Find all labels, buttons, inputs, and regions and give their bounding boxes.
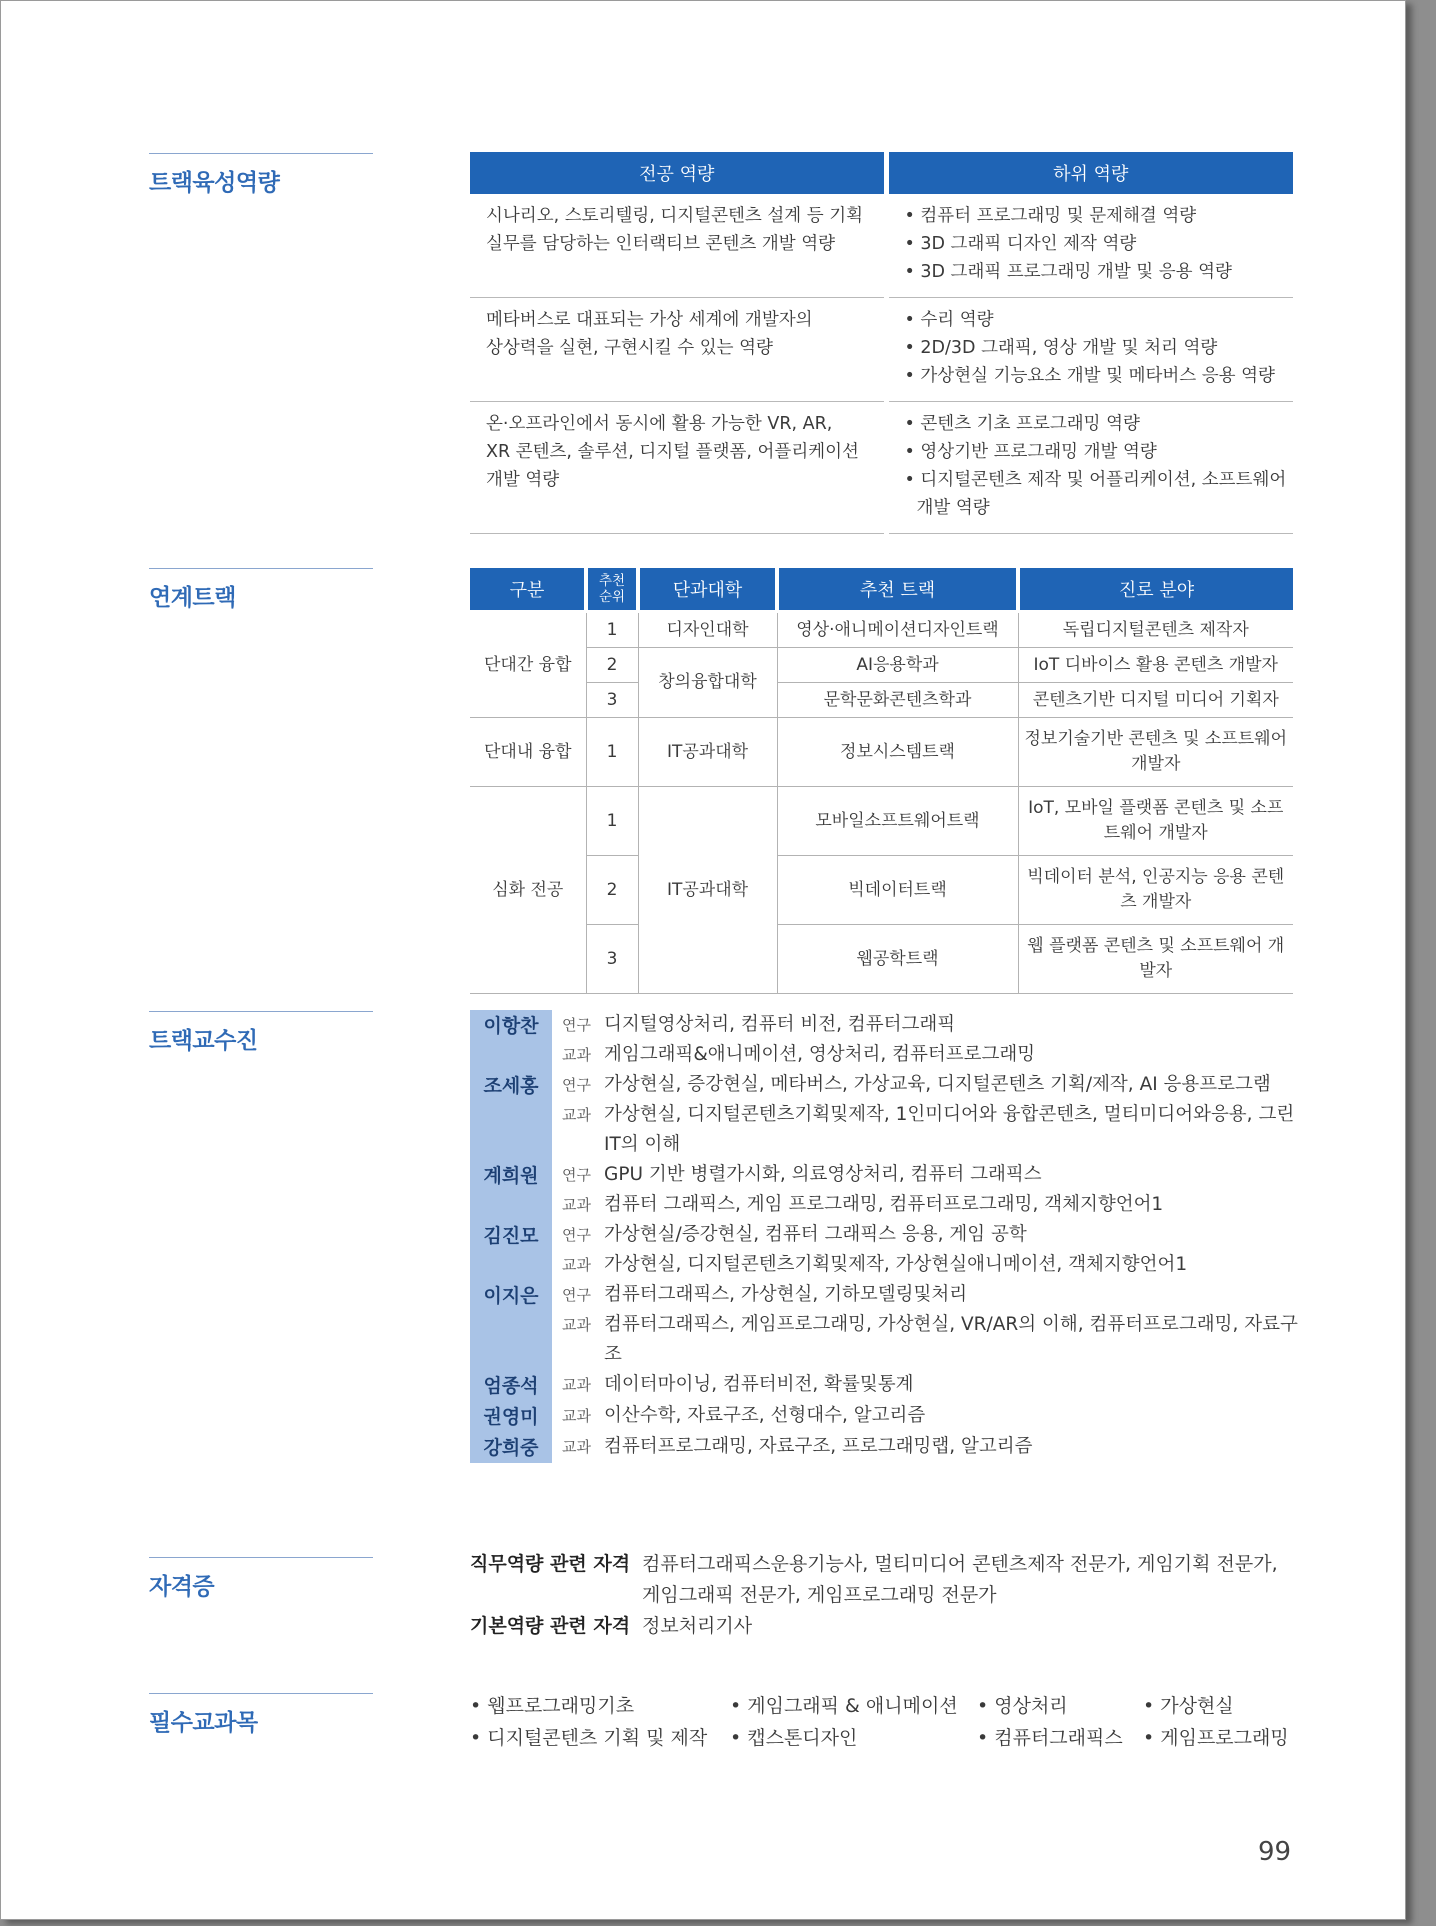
header-category: 구분 — [470, 568, 586, 612]
teach-text: 데이터마이닝, 컴퓨터비전, 확률및통계 — [604, 1374, 914, 1395]
list-item — [470, 1010, 1300, 1070]
faculty-name: 권영미 — [470, 1401, 552, 1432]
rank-cell: 2 — [586, 648, 638, 683]
list-item: • 영상처리 — [977, 1695, 1068, 1717]
rank-cell: 1 — [586, 612, 638, 648]
header-track: 추천 트랙 — [777, 568, 1018, 612]
list-item: • 가상현실 — [1143, 1695, 1234, 1717]
research-text: 디지털영상처리, 컴퓨터 비전, 컴퓨터그래픽 — [604, 1014, 956, 1035]
research-tag: 연구 — [562, 1226, 591, 1244]
teach-text: 게임그래픽&애니메이션, 영상처리, 컴퓨터프로그래밍 — [604, 1044, 1036, 1065]
list-item — [470, 1160, 1300, 1220]
track-cell: 웹공학트랙 — [777, 925, 1018, 994]
faculty-name: 이항찬 — [470, 1010, 552, 1070]
sub-cell: • 수리 역량 • 2D/3D 그래픽, 영상 개발 및 처리 역량 • 가상현실 기능요소 개발 및 메타버스 응용 역량 — [886, 298, 1293, 402]
career-cell: 정보기술기반 콘텐츠 및 소프트웨어 개발자 — [1018, 718, 1293, 787]
rank-cell: 2 — [586, 856, 638, 925]
research-tag: 연구 — [562, 1076, 591, 1094]
category-cell: 단대간 융합 — [470, 612, 586, 718]
list-item: • 게임프로그래밍 — [1143, 1727, 1289, 1749]
linked-track-table — [470, 568, 1293, 994]
section-title-linked-tracks: 연계트랙 — [149, 568, 373, 612]
teach-tag: 교과 — [562, 1376, 591, 1394]
research-text: 컴퓨터그래픽스, 가상현실, 기하모델링및처리 — [604, 1284, 968, 1305]
research-text: 가상현실, 증강현실, 메타버스, 가상교육, 디지털콘텐츠 기획/제작, AI 응용프로그램 — [604, 1074, 1271, 1095]
competency-table — [470, 152, 1293, 534]
career-cell: 콘텐츠기반 디지털 미디어 기획자 — [1018, 683, 1293, 718]
teach-tag: 교과 — [562, 1106, 591, 1124]
required-course-list — [470, 1690, 1300, 1754]
section-title-required-courses: 필수교과목 — [149, 1693, 373, 1737]
certificate-label: 기본역량 관련 자격 — [470, 1615, 631, 1637]
research-tag: 연구 — [562, 1286, 591, 1304]
faculty-name: 이지은 — [470, 1280, 552, 1370]
category-cell: 단대내 융합 — [470, 718, 586, 787]
list-item — [470, 1280, 1300, 1370]
teach-tag: 교과 — [562, 1046, 591, 1064]
teach-tag: 교과 — [562, 1196, 591, 1214]
section-title-competency: 트랙육성역량 — [149, 153, 373, 197]
list-item — [470, 1401, 1300, 1432]
certificate-label: 직무역량 관련 자격 — [470, 1553, 631, 1575]
teach-text: 컴퓨터프로그래밍, 자료구조, 프로그래밍랩, 알고리즘 — [604, 1436, 1033, 1457]
track-cell: 영상·애니메이션디자인트랙 — [777, 612, 1018, 648]
list-item: • 웹프로그래밍기초 — [470, 1695, 635, 1717]
track-cell: 빅데이터트랙 — [777, 856, 1018, 925]
list-item — [470, 1432, 1300, 1463]
table-row — [470, 298, 1293, 402]
faculty-name: 강희중 — [470, 1432, 552, 1463]
table-row — [470, 683, 1293, 718]
rank-cell: 1 — [586, 787, 638, 856]
college-cell: IT공과대학 — [638, 718, 777, 787]
header-rank: 추천 순위 — [586, 568, 638, 612]
header-major-competency: 전공 역량 — [470, 152, 886, 194]
table-row — [470, 402, 1293, 534]
track-cell: 문학문화콘텐츠학과 — [777, 683, 1018, 718]
header-sub-competency: 하위 역량 — [886, 152, 1293, 194]
certificate-value: 정보처리기사 — [642, 1615, 753, 1637]
college-cell: 디자인대학 — [638, 612, 777, 648]
college-cell: IT공과대학 — [638, 787, 777, 994]
header-career: 진로 분야 — [1018, 568, 1293, 612]
list-item — [470, 1070, 1300, 1160]
career-cell: IoT, 모바일 플랫폼 콘텐츠 및 소프트웨어 개발자 — [1018, 787, 1293, 856]
career-cell: 빅데이터 분석, 인공지능 응용 콘텐츠 개발자 — [1018, 856, 1293, 925]
faculty-name: 계희원 — [470, 1160, 552, 1220]
table-row — [470, 925, 1293, 994]
section-title-certificates: 자격증 — [149, 1557, 373, 1601]
teach-text: 이산수학, 자료구조, 선형대수, 알고리즘 — [604, 1405, 926, 1426]
teach-text: 컴퓨터 그래픽스, 게임 프로그래밍, 컴퓨터프로그래밍, 객체지향언어1 — [604, 1194, 1164, 1215]
list-item — [470, 1611, 1300, 1642]
track-cell: AI응용학과 — [777, 648, 1018, 683]
header-college: 단과대학 — [638, 568, 777, 612]
track-cell: 정보시스템트랙 — [777, 718, 1018, 787]
college-cell: 창의융합대학 — [638, 648, 777, 718]
research-text: 가상현실/증강현실, 컴퓨터 그래픽스 응용, 게임 공학 — [604, 1224, 1027, 1245]
career-cell: IoT 디바이스 활용 콘텐츠 개발자 — [1018, 648, 1293, 683]
table-row — [470, 194, 1293, 298]
research-tag: 연구 — [562, 1016, 591, 1034]
rank-cell: 3 — [586, 925, 638, 994]
list-item — [470, 1549, 1300, 1611]
faculty-list — [470, 1010, 1300, 1463]
table-row — [470, 612, 1293, 648]
sub-cell: • 컴퓨터 프로그래밍 및 문제해결 역량 • 3D 그래픽 디자인 제작 역량 • 3D 그래픽 프로그래밍 개발 및 응용 역량 — [886, 194, 1293, 298]
research-text: GPU 기반 병렬가시화, 의료영상처리, 컴퓨터 그래픽스 — [604, 1164, 1042, 1185]
table-row — [470, 856, 1293, 925]
faculty-name: 김진모 — [470, 1220, 552, 1280]
rank-cell: 1 — [586, 718, 638, 787]
table-row — [470, 718, 1293, 787]
list-item: • 컴퓨터그래픽스 — [977, 1727, 1123, 1749]
list-item — [470, 1370, 1300, 1401]
sub-cell: • 콘텐츠 기초 프로그래밍 역량 • 영상기반 프로그래밍 개발 역량 • 디지털콘텐츠 제작 및 어플리케이션, 소프트웨어 개발 역량 — [886, 402, 1293, 534]
rank-cell: 3 — [586, 683, 638, 718]
page-number: 99 — [1258, 1837, 1292, 1867]
table-row — [470, 648, 1293, 683]
research-tag: 연구 — [562, 1166, 591, 1184]
faculty-name: 엄종석 — [470, 1370, 552, 1401]
certificate-value: 컴퓨터그래픽스운용기능사, 멀티미디어 콘텐츠제작 전문가, 게임기획 전문가, 게임그래픽 전문가, 게임프로그래밍 전문가 — [642, 1553, 1278, 1606]
certificate-list — [470, 1549, 1300, 1642]
table-row — [470, 787, 1293, 856]
list-item: • 게임그래픽 & 애니메이션 — [730, 1695, 958, 1717]
teach-tag: 교과 — [562, 1407, 591, 1425]
teach-tag: 교과 — [562, 1316, 591, 1334]
career-cell: 웹 플랫폼 콘텐츠 및 소프트웨어 개발자 — [1018, 925, 1293, 994]
major-cell: 시나리오, 스토리텔링, 디지털콘텐츠 설계 등 기획 실무를 담당하는 인터랙티브 콘텐츠 개발 역량 — [470, 194, 886, 298]
teach-text: 컴퓨터그래픽스, 게임프로그래밍, 가상현실, VR/AR의 이해, 컴퓨터프로그래밍, 자료구조 — [604, 1314, 1298, 1365]
major-cell: 메타버스로 대표되는 가상 세계에 개발자의 상상력을 실현, 구현시킬 수 있는 역량 — [470, 298, 886, 402]
section-title-faculty: 트랙교수진 — [149, 1011, 373, 1055]
teach-tag: 교과 — [562, 1256, 591, 1274]
career-cell: 독립디지털콘텐츠 제작자 — [1018, 612, 1293, 648]
track-cell: 모바일소프트웨어트랙 — [777, 787, 1018, 856]
list-item: • 디지털콘텐츠 기획 및 제작 — [470, 1727, 708, 1749]
category-cell: 심화 전공 — [470, 787, 586, 994]
list-item — [470, 1220, 1300, 1280]
faculty-name: 조세홍 — [470, 1070, 552, 1160]
list-item: • 캡스톤디자인 — [730, 1727, 858, 1749]
major-cell: 온·오프라인에서 동시에 활용 가능한 VR, AR, XR 콘텐츠, 솔루션, 디지털 플랫폼, 어플리케이션 개발 역량 — [470, 402, 886, 534]
teach-text: 가상현실, 디지털콘텐츠기획및제작, 1인미디어와 융합콘텐츠, 멀티미디어와응용, 그린IT의 이해 — [604, 1104, 1295, 1155]
teach-tag: 교과 — [562, 1438, 591, 1456]
teach-text: 가상현실, 디지털콘텐츠기획및제작, 가상현실애니메이션, 객체지향언어1 — [604, 1254, 1188, 1275]
